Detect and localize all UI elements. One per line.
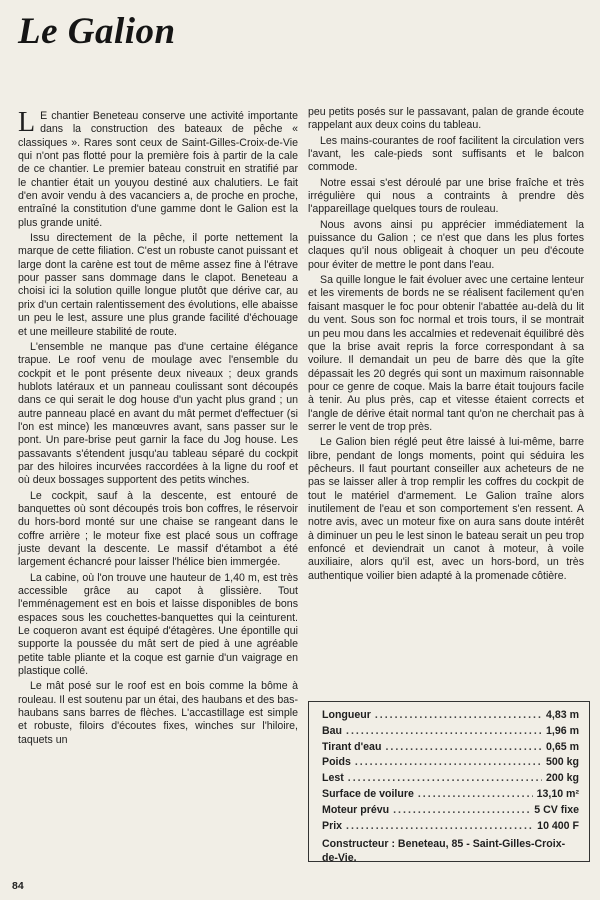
dot-leader bbox=[348, 771, 542, 787]
spec-value: 5 CV fixe bbox=[534, 803, 579, 816]
spec-label: Surface de voilure bbox=[322, 787, 414, 800]
right-column bbox=[308, 106, 584, 585]
article-title: Le Galion bbox=[18, 11, 176, 52]
spec-value: 200 kg bbox=[546, 772, 579, 785]
paragraph: L'ensemble ne manque pas d'une certaine élégance trapue. Le roof venu de moulage avec l'ensemble du cockpit et le pont présente deux niveaux ; deux grands hublots latéraux et un panneau coulissant sont découpés dans ce qui serait le dog house d'un yacht plus grand ; un autre panneau placé en avant du mât permet d'effectuer (si l'on est mince) les manœuvres avant, sans passer sur le pont. Un pare-brise peut garnir la face du Jog house. Les passavants s'étendent jusqu'au tableau séparé du cockpit par des hiloires incurvées raccordées à la ligne du roof et où deux bossages supportent des petits winches. bbox=[18, 340, 298, 487]
dot-leader bbox=[375, 708, 542, 724]
paragraph: Sa quille longue le fait évoluer avec une certaine lenteur et les virements de bords ne se réalisent facilement qu'en faisant masquer le foc pour obtenir l'abattée au-delà du lit du vent. Sous son foc normal et trois tours, il se montrait un peu mou dans les accalmies et redevenait équilibré dès que la brise avait repris la force correspondant à sa voilure. Il demandait un peu de barre dès que la gîte dépassait les 20 degrés qui sont un maximum raisonnable pour ce genre de coque. Mais la barre était toujours facile à tenir. Au plus près, cap et vitesse étaient corrects et l'angle de dérive était normal tant qu'on ne cherchait pas à serrer le vent de trop près. bbox=[308, 274, 584, 433]
dot-leader bbox=[346, 819, 533, 835]
paragraph: Issu directement de la pêche, il porte nettement la marque de cette filiation. C'est un robuste canot puissant et large dont la carène est tout de même assez fine à l'étrave pour passer sans dommage dans le clapot. Beneteau a choisi ici la solution quille longue plutôt que dérive car, au prix d'un certain ralentissement des évolutions, elle abaisse un peu le lest, assure une plus grande facilité d'échouage et une meilleure stabilité de route. bbox=[18, 232, 298, 338]
paragraph: La cabine, où l'on trouve une hauteur de 1,40 m, est très accessible grâce au capot à glissière. Tout l'emménagement est en bois et laisse disponibles de bons espaces sous les couchettes-banquettes qui la ceinturent. Le coqueron avant est équipé d'étagères. Une épontille qui supporte la poussée du mât sert de pied à une agréable petite table pliante et la coque est garnie d'un vaigrage en plastique collé. bbox=[18, 571, 298, 678]
paragraph bbox=[18, 107, 298, 230]
builder-info: Constructeur : Beneteau, 85 - Saint-Gilles-Croix-de-Vie. bbox=[322, 838, 566, 865]
page-number: 84 bbox=[12, 880, 24, 892]
paragraph: Le cockpit, sauf à la descente, est entouré de banquettes où sont découpés trois bon coffres, le réservoir du hors-bord monté sur une chaise se rangeant dans le coffre arrière ; le moteur fixe est placé sous un coffrage juste devant la descente. Le massif d'étambot a été largement échancré pour laisser l'hélice bien immergée. bbox=[18, 489, 298, 569]
spec-label: Lest bbox=[322, 772, 344, 785]
spec-row-weight bbox=[322, 755, 579, 771]
paragraph: Le Galion bien réglé peut être laissé à lui-même, barre libre, pendant de longs moments, point qui séduira les pêcheurs. Il faut pourtant conseiller aux acheteurs de ne pas se laisser aller à trop remplir les coffres du cockpit de tout le matériel d'armement. Le Galion traîne alors inutilement de l'eau et son comportement s'en ressent. A notre avis, avec un moteur fixe on aura sans doute intérêt à diminuer un peu le lest sinon le bateau serait un peu trop enfoncé et deviendrait un canot à moteur, à voile auxiliaire, alors qu'il est, avec un hors-bord, un très authentique voilier bien adapté à la promenade côtière. bbox=[308, 436, 584, 582]
spec-label: Bau bbox=[322, 724, 343, 737]
dot-leader bbox=[418, 787, 533, 803]
paragraph: Le mât posé sur le roof est en bois comme la bôme à rouleau. Il est soutenu par un étai, des haubans et des bas-haubans sans barres de flèches. L'accastillage est simple et robuste, filoirs d'écoutes fixes, winches sur l'hiloire, taquets un bbox=[18, 680, 298, 746]
paragraph: Notre essai s'est déroulé par une brise fraîche et très irrégulière qui nous a contraints à prendre dès l'appareillage quelques tours de rouleau. bbox=[308, 176, 584, 216]
spec-row-length bbox=[322, 708, 579, 724]
spec-row-ballast bbox=[322, 771, 579, 787]
spec-value: 1,96 m bbox=[546, 724, 579, 737]
spec-label: Longueur bbox=[322, 709, 371, 721]
paragraph: Les mains-courantes de roof facilitent la circulation vers l'avant, les cale-pieds sont suffisants et le balcon commode. bbox=[308, 134, 584, 174]
paragraph: peu petits posés sur le passavant, palan de grande écoute rappelant aux deux coins du tableau. bbox=[308, 106, 584, 132]
spec-row-sail-area bbox=[322, 787, 579, 803]
spec-value: 4,83 m bbox=[546, 709, 579, 721]
spec-label: Tirant d'eau bbox=[322, 740, 382, 753]
dot-leader bbox=[385, 740, 542, 756]
spec-value: 10 400 F bbox=[537, 819, 579, 832]
spec-row-beam bbox=[322, 724, 579, 740]
specifications-box bbox=[308, 701, 590, 865]
dot-leader bbox=[393, 803, 530, 819]
paragraph-text: E chantier Beneteau conserve une activité importante dans la construction des bateaux de pêche « classiques ». Rares sont ceux de Saint-Gilles-Croix-de-Vie qui n'ont pas flotté pour la première fois à partir de la cale de ce chantier. Le premier bateau construit en stratifié par le chantier était un youyou destiné aux chalutiers. Le fait d'en avoir vendu à des vacanciers a, de proche en proche, entraîné la constitution d'une gamme dont le Galion est la plus grande unité. bbox=[18, 110, 298, 229]
spec-value: 0,65 m bbox=[546, 740, 579, 753]
dot-leader bbox=[346, 724, 542, 740]
spec-row-engine bbox=[322, 803, 579, 819]
spec-row-price bbox=[322, 819, 579, 835]
spec-value: 500 kg bbox=[546, 756, 579, 769]
spec-label: Moteur prévu bbox=[322, 803, 390, 816]
spec-label: Poids bbox=[322, 756, 351, 769]
drop-cap: L bbox=[18, 107, 36, 138]
spec-row-draft bbox=[322, 740, 579, 756]
left-column bbox=[18, 107, 298, 749]
spec-value: 13,10 m² bbox=[536, 787, 579, 800]
spec-label: Prix bbox=[322, 819, 343, 832]
paragraph: Nous avons ainsi pu apprécier immédiatement la puissance du Galion ; ce n'est que dans les plus fortes claques qu'il nous obligeait à choquer un peu d'écoute pour éviter de mettre le pont dans l'eau. bbox=[308, 218, 584, 271]
dot-leader bbox=[355, 755, 542, 771]
